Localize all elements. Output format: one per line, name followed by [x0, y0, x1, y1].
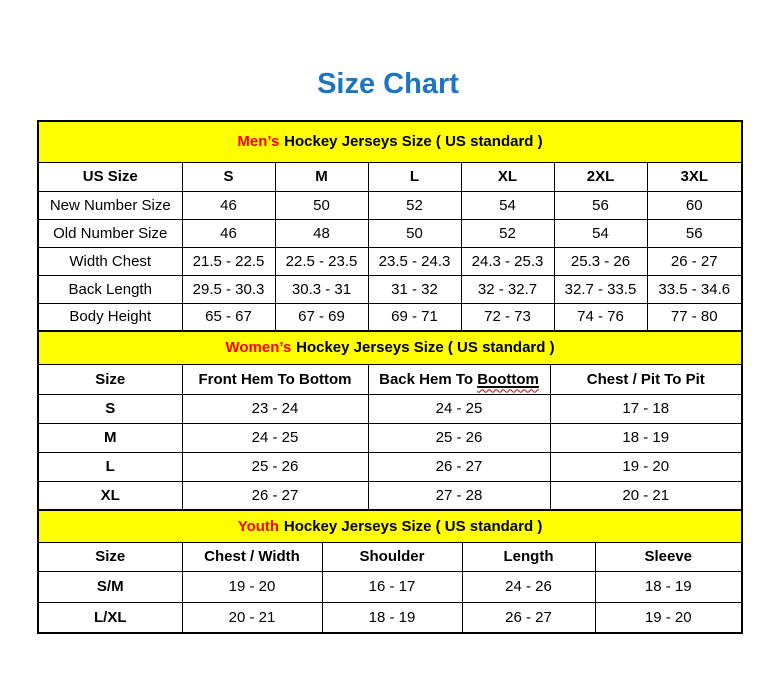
youth-banner-highlight: Youth — [237, 517, 280, 535]
youth-col-header: Size — [38, 542, 182, 571]
womens-col-header-misspelled — [368, 364, 550, 394]
table-cell: 25 - 26 — [368, 423, 550, 452]
mens-col-header: M — [275, 162, 368, 191]
table-row — [38, 303, 742, 331]
row-label: S/M — [38, 571, 182, 602]
youth-size-table — [37, 509, 743, 634]
table-cell: 18 - 19 — [322, 602, 462, 633]
youth-banner-text: Hockey Jerseys Size ( US standard ) — [283, 517, 543, 535]
table-row — [38, 423, 742, 452]
womens-banner-text: Hockey Jerseys Size ( US standard ) — [296, 339, 555, 357]
table-cell: 24 - 25 — [182, 423, 368, 452]
table-cell: 17 - 18 — [550, 394, 742, 423]
table-row — [38, 481, 742, 510]
table-cell: 31 - 32 — [368, 275, 461, 303]
womens-size-table — [37, 330, 743, 511]
table-cell: 77 - 80 — [647, 303, 742, 331]
table-cell: 22.5 - 23.5 — [275, 247, 368, 275]
table-row — [38, 191, 742, 219]
row-label: L — [38, 452, 182, 481]
row-label: M — [38, 423, 182, 452]
table-cell: 65 - 67 — [182, 303, 275, 331]
table-cell: 72 - 73 — [461, 303, 554, 331]
table-cell: 25.3 - 26 — [554, 247, 647, 275]
table-cell: 19 - 20 — [595, 602, 742, 633]
table-cell: 24.3 - 25.3 — [461, 247, 554, 275]
table-row — [38, 452, 742, 481]
mens-col-header: US Size — [38, 162, 182, 191]
row-label: S — [38, 394, 182, 423]
table-cell: 60 — [647, 191, 742, 219]
table-cell: 24 - 26 — [462, 571, 595, 602]
mens-col-header: 2XL — [554, 162, 647, 191]
row-label: Back Length — [38, 275, 182, 303]
table-cell: 24 - 25 — [368, 394, 550, 423]
womens-col-header: Chest / Pit To Pit — [550, 364, 742, 394]
row-label: Width Chest — [38, 247, 182, 275]
row-label: Old Number Size — [38, 219, 182, 247]
youth-col-header: Length — [462, 542, 595, 571]
table-cell: 54 — [554, 219, 647, 247]
row-label: XL — [38, 481, 182, 510]
table-cell: 33.5 - 34.6 — [647, 275, 742, 303]
youth-col-header: Shoulder — [322, 542, 462, 571]
table-cell: 26 - 27 — [368, 452, 550, 481]
table-cell: 29.5 - 30.3 — [182, 275, 275, 303]
womens-table-banner — [38, 331, 742, 364]
tables-container — [37, 120, 741, 634]
table-row — [38, 571, 742, 602]
table-cell: 16 - 17 — [322, 571, 462, 602]
row-label: New Number Size — [38, 191, 182, 219]
spellcheck-wavy-underline — [477, 371, 539, 388]
table-cell: 18 - 19 — [550, 423, 742, 452]
table-cell: 56 — [647, 219, 742, 247]
table-cell: 25 - 26 — [182, 452, 368, 481]
table-cell: 23.5 - 24.3 — [368, 247, 461, 275]
table-cell: 18 - 19 — [595, 571, 742, 602]
womens-banner-highlight: Women’s — [225, 339, 292, 357]
table-cell: 26 - 27 — [462, 602, 595, 633]
table-cell: 30.3 - 31 — [275, 275, 368, 303]
table-cell: 48 — [275, 219, 368, 247]
table-cell: 46 — [182, 191, 275, 219]
table-cell: 69 - 71 — [368, 303, 461, 331]
table-row — [38, 394, 742, 423]
mens-col-header: XL — [461, 162, 554, 191]
mens-table-banner — [38, 121, 742, 162]
table-cell: 56 — [554, 191, 647, 219]
table-row — [38, 247, 742, 275]
mens-col-header: 3XL — [647, 162, 742, 191]
table-cell: 26 - 27 — [182, 481, 368, 510]
row-label: Body Height — [38, 303, 182, 331]
table-cell: 26 - 27 — [647, 247, 742, 275]
table-row — [38, 219, 742, 247]
underlined-word: Boottom — [477, 370, 539, 388]
page-title: Size Chart — [317, 68, 459, 100]
mens-banner-highlight: Men’s — [237, 133, 280, 151]
table-cell: 21.5 - 22.5 — [182, 247, 275, 275]
table-row — [38, 275, 742, 303]
table-cell: 67 - 69 — [275, 303, 368, 331]
table-cell: 19 - 20 — [550, 452, 742, 481]
table-cell: 32 - 32.7 — [461, 275, 554, 303]
table-cell: 50 — [368, 219, 461, 247]
mens-col-header: S — [182, 162, 275, 191]
mens-col-header: L — [368, 162, 461, 191]
youth-col-header: Sleeve — [595, 542, 742, 571]
table-cell: 27 - 28 — [368, 481, 550, 510]
table-cell: 50 — [275, 191, 368, 219]
table-cell: 20 - 21 — [182, 602, 322, 633]
womens-col-header: Size — [38, 364, 182, 394]
youth-table-banner — [38, 510, 742, 542]
womens-col-header: Front Hem To Bottom — [182, 364, 368, 394]
table-cell: 19 - 20 — [182, 571, 322, 602]
table-cell: 54 — [461, 191, 554, 219]
youth-col-header: Chest / Width — [182, 542, 322, 571]
table-cell: 32.7 - 33.5 — [554, 275, 647, 303]
table-cell: 20 - 21 — [550, 481, 742, 510]
mens-banner-text: Hockey Jerseys Size ( US standard ) — [284, 133, 543, 151]
table-cell: 52 — [368, 191, 461, 219]
table-cell: 23 - 24 — [182, 394, 368, 423]
table-cell: 52 — [461, 219, 554, 247]
row-label: L/XL — [38, 602, 182, 633]
header-text-prefix: Back Hem To — [379, 370, 474, 388]
table-row — [38, 602, 742, 633]
mens-size-table — [37, 120, 743, 332]
table-cell: 74 - 76 — [554, 303, 647, 331]
table-cell: 46 — [182, 219, 275, 247]
